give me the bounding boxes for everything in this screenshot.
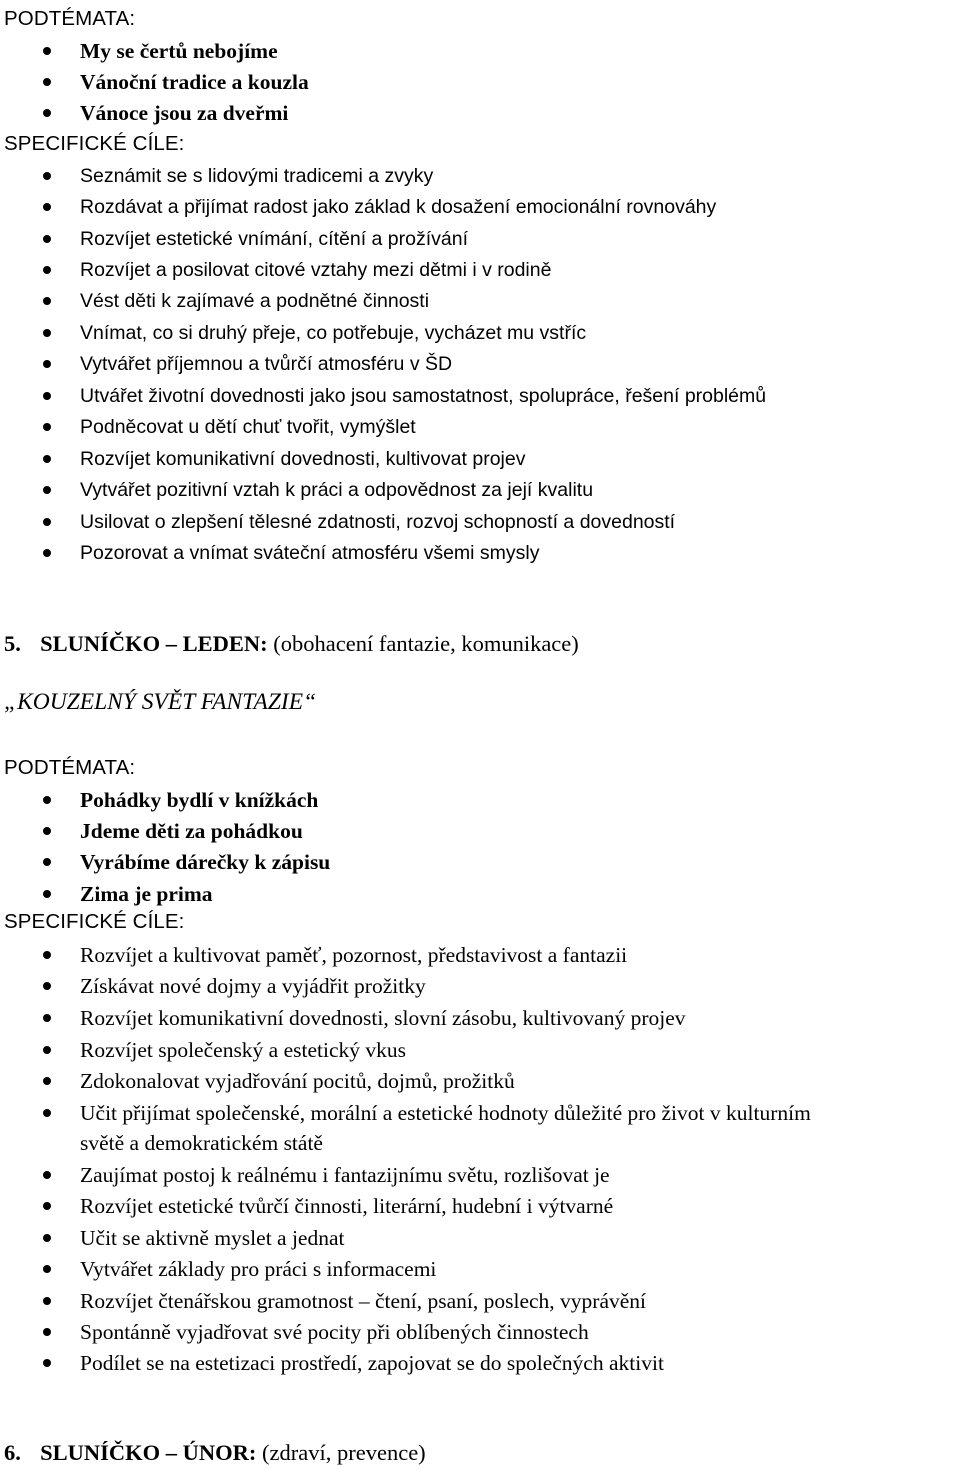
- bullet-icon: [43, 266, 51, 274]
- bullet-icon: [43, 423, 51, 431]
- bullet-icon: [43, 329, 51, 337]
- bullet-icon: [43, 1359, 51, 1367]
- subtopics-label: PODTÉMATA:: [4, 7, 136, 30]
- list-item: [0, 226, 960, 257]
- bullet-icon: [43, 518, 51, 526]
- bullet-icon: [43, 172, 51, 180]
- list-item: [0, 1005, 960, 1036]
- goal-text: Získávat nové dojmy a vyjádřit prožitky: [80, 974, 426, 998]
- goal-text: Zaujímat postoj k reálnému i fantazijnímu světu, rozlišovat je: [80, 1163, 610, 1187]
- section-number: 5.: [4, 631, 21, 656]
- section-heading-leden: [4, 630, 579, 658]
- list-item: [0, 1319, 960, 1350]
- bullet-icon: [43, 1014, 51, 1022]
- section-number: 6.: [4, 1440, 21, 1465]
- bullet-icon: [43, 392, 51, 400]
- bullet-icon: [43, 796, 51, 804]
- subtopics-label: PODTÉMATA:: [4, 756, 136, 779]
- goal-text: Podílet se na estetizaci prostředí, zapojovat se do společných aktivit: [80, 1351, 664, 1375]
- bullet-icon: [43, 1077, 51, 1085]
- list-item: [0, 1193, 960, 1224]
- goal-text: Učit přijímat společenské, morální a estetické hodnoty důležité pro život v kulturním: [80, 1101, 811, 1125]
- section-title: SLUNÍČKO – ÚNOR:: [40, 1440, 257, 1465]
- goal-text: Rozvíjet čtenářskou gramotnost – čtení, psaní, poslech, vyprávění: [80, 1289, 647, 1313]
- bullet-icon: [43, 47, 51, 55]
- bullet-icon: [43, 235, 51, 243]
- goal-text-continuation: světě a demokratickém státě: [80, 1131, 323, 1155]
- list-item: [0, 881, 960, 912]
- list-item: [0, 351, 960, 382]
- goal-text: Rozvíjet komunikativní dovednosti, kultivovat projev: [80, 448, 526, 470]
- goals-label: SPECIFICKÉ CÍLE:: [4, 132, 185, 155]
- list-item: [0, 1256, 960, 1287]
- bullet-icon: [43, 455, 51, 463]
- goal-text: Vytvářet pozitivní vztah k práci a odpovědnost za její kvalitu: [80, 479, 594, 501]
- subtopic-text: Pohádky bydlí v knížkách: [80, 788, 319, 812]
- bullet-icon: [43, 827, 51, 835]
- goal-text: Seznámit se s lidovými tradicemi a zvyky: [80, 165, 434, 187]
- goal-text: Rozdávat a přijímat radost jako základ k dosažení emocionální rovnováhy: [80, 196, 717, 218]
- bullet-icon: [43, 78, 51, 86]
- list-item: [0, 1100, 960, 1162]
- goal-text: Vnímat, co si druhý přeje, co potřebuje, vycházet mu vstříc: [80, 322, 587, 344]
- bullet-icon: [43, 1171, 51, 1179]
- list-item: [0, 849, 960, 880]
- subtopic-text: Vánoce jsou za dveřmi: [80, 101, 289, 125]
- subtopic-text: Vánoční tradice a kouzla: [80, 70, 309, 94]
- bullet-icon: [43, 1265, 51, 1273]
- list-item: [0, 383, 960, 414]
- bullet-icon: [43, 549, 51, 557]
- list-item: [0, 509, 960, 540]
- section-title: SLUNÍČKO – LEDEN:: [40, 631, 268, 656]
- subtopic-text: My se čertů nebojíme: [80, 39, 278, 63]
- list-item: [0, 787, 960, 818]
- bullet-icon: [43, 486, 51, 494]
- goal-text: Podněcovat u dětí chuť tvořit, vymýšlet: [80, 416, 416, 438]
- list-item: [0, 540, 960, 571]
- goal-text: Vytvářet základy pro práci s informacemi: [80, 1257, 437, 1281]
- section-subtitle: (obohacení fantazie, komunikace): [273, 631, 579, 656]
- goal-text: Učit se aktivně myslet a jednat: [80, 1226, 345, 1250]
- list-item: [0, 1350, 960, 1381]
- list-item: [0, 320, 960, 351]
- bullet-icon: [43, 203, 51, 211]
- section-heading-unor: [4, 1439, 426, 1467]
- list-item: [0, 69, 960, 100]
- bullet-icon: [43, 297, 51, 305]
- bullet-icon: [43, 1234, 51, 1242]
- bullet-icon: [43, 1202, 51, 1210]
- list-item: [0, 1225, 960, 1256]
- list-item: [0, 942, 960, 973]
- list-item: [0, 973, 960, 1004]
- list-item: [0, 288, 960, 319]
- list-item: [0, 38, 960, 69]
- goal-text: Usilovat o zlepšení tělesné zdatnosti, rozvoj schopností a dovedností: [80, 511, 676, 533]
- goal-text: Utvářet životní dovednosti jako jsou samostatnost, spolupráce, řešení problémů: [80, 385, 767, 407]
- list-item: [0, 446, 960, 477]
- goal-text: Rozvíjet estetické vnímání, cítění a prožívání: [80, 228, 469, 250]
- list-item: [0, 194, 960, 225]
- bullet-icon: [43, 951, 51, 959]
- list-item: [0, 163, 960, 194]
- list-item: [0, 1068, 960, 1099]
- bullet-icon: [43, 360, 51, 368]
- subtopic-text: Jdeme děti za pohádkou: [80, 819, 303, 843]
- list-item: [0, 100, 960, 131]
- bullet-icon: [43, 1297, 51, 1305]
- goal-text: Spontánně vyjadřovat své pocity při oblíbených činnostech: [80, 1320, 589, 1344]
- section-subtitle: (zdraví, prevence): [262, 1440, 426, 1465]
- theme-title: „KOUZELNÝ SVĚT FANTAZIE“: [4, 689, 317, 715]
- goal-text: Rozvíjet a kultivovat paměť, pozornost, představivost a fantazii: [80, 943, 628, 967]
- bullet-icon: [43, 858, 51, 866]
- bullet-icon: [43, 1109, 51, 1117]
- subtopic-text: Zima je prima: [80, 882, 213, 906]
- goal-text: Vytvářet příjemnou a tvůrčí atmosféru v ŠD: [80, 353, 453, 375]
- goals-label: SPECIFICKÉ CÍLE:: [4, 910, 185, 933]
- bullet-icon: [43, 1046, 51, 1054]
- list-item: [0, 818, 960, 849]
- goal-text: Rozvíjet a posilovat citové vztahy mezi dětmi i v rodině: [80, 259, 552, 281]
- list-item: [0, 1037, 960, 1068]
- bullet-icon: [43, 890, 51, 898]
- goal-text: Zdokonalovat vyjadřování pocitů, dojmů, prožitků: [80, 1069, 515, 1093]
- bullet-icon: [43, 982, 51, 990]
- goal-text: Vést děti k zajímavé a podnětné činnosti: [80, 290, 430, 312]
- list-item: [0, 257, 960, 288]
- bullet-icon: [43, 109, 51, 117]
- subtopic-text: Vyrábíme dárečky k zápisu: [80, 850, 331, 874]
- list-item: [0, 414, 960, 445]
- bullet-icon: [43, 1328, 51, 1336]
- list-item: [0, 1288, 960, 1319]
- goal-text: Pozorovat a vnímat sváteční atmosféru všemi smysly: [80, 542, 540, 564]
- goal-text: Rozvíjet společenský a estetický vkus: [80, 1038, 407, 1062]
- goal-text: Rozvíjet estetické tvůrčí činnosti, literární, hudební i výtvarné: [80, 1194, 614, 1218]
- goal-text: Rozvíjet komunikativní dovednosti, slovní zásobu, kultivovaný projev: [80, 1006, 686, 1030]
- list-item: [0, 477, 960, 508]
- list-item: [0, 1162, 960, 1193]
